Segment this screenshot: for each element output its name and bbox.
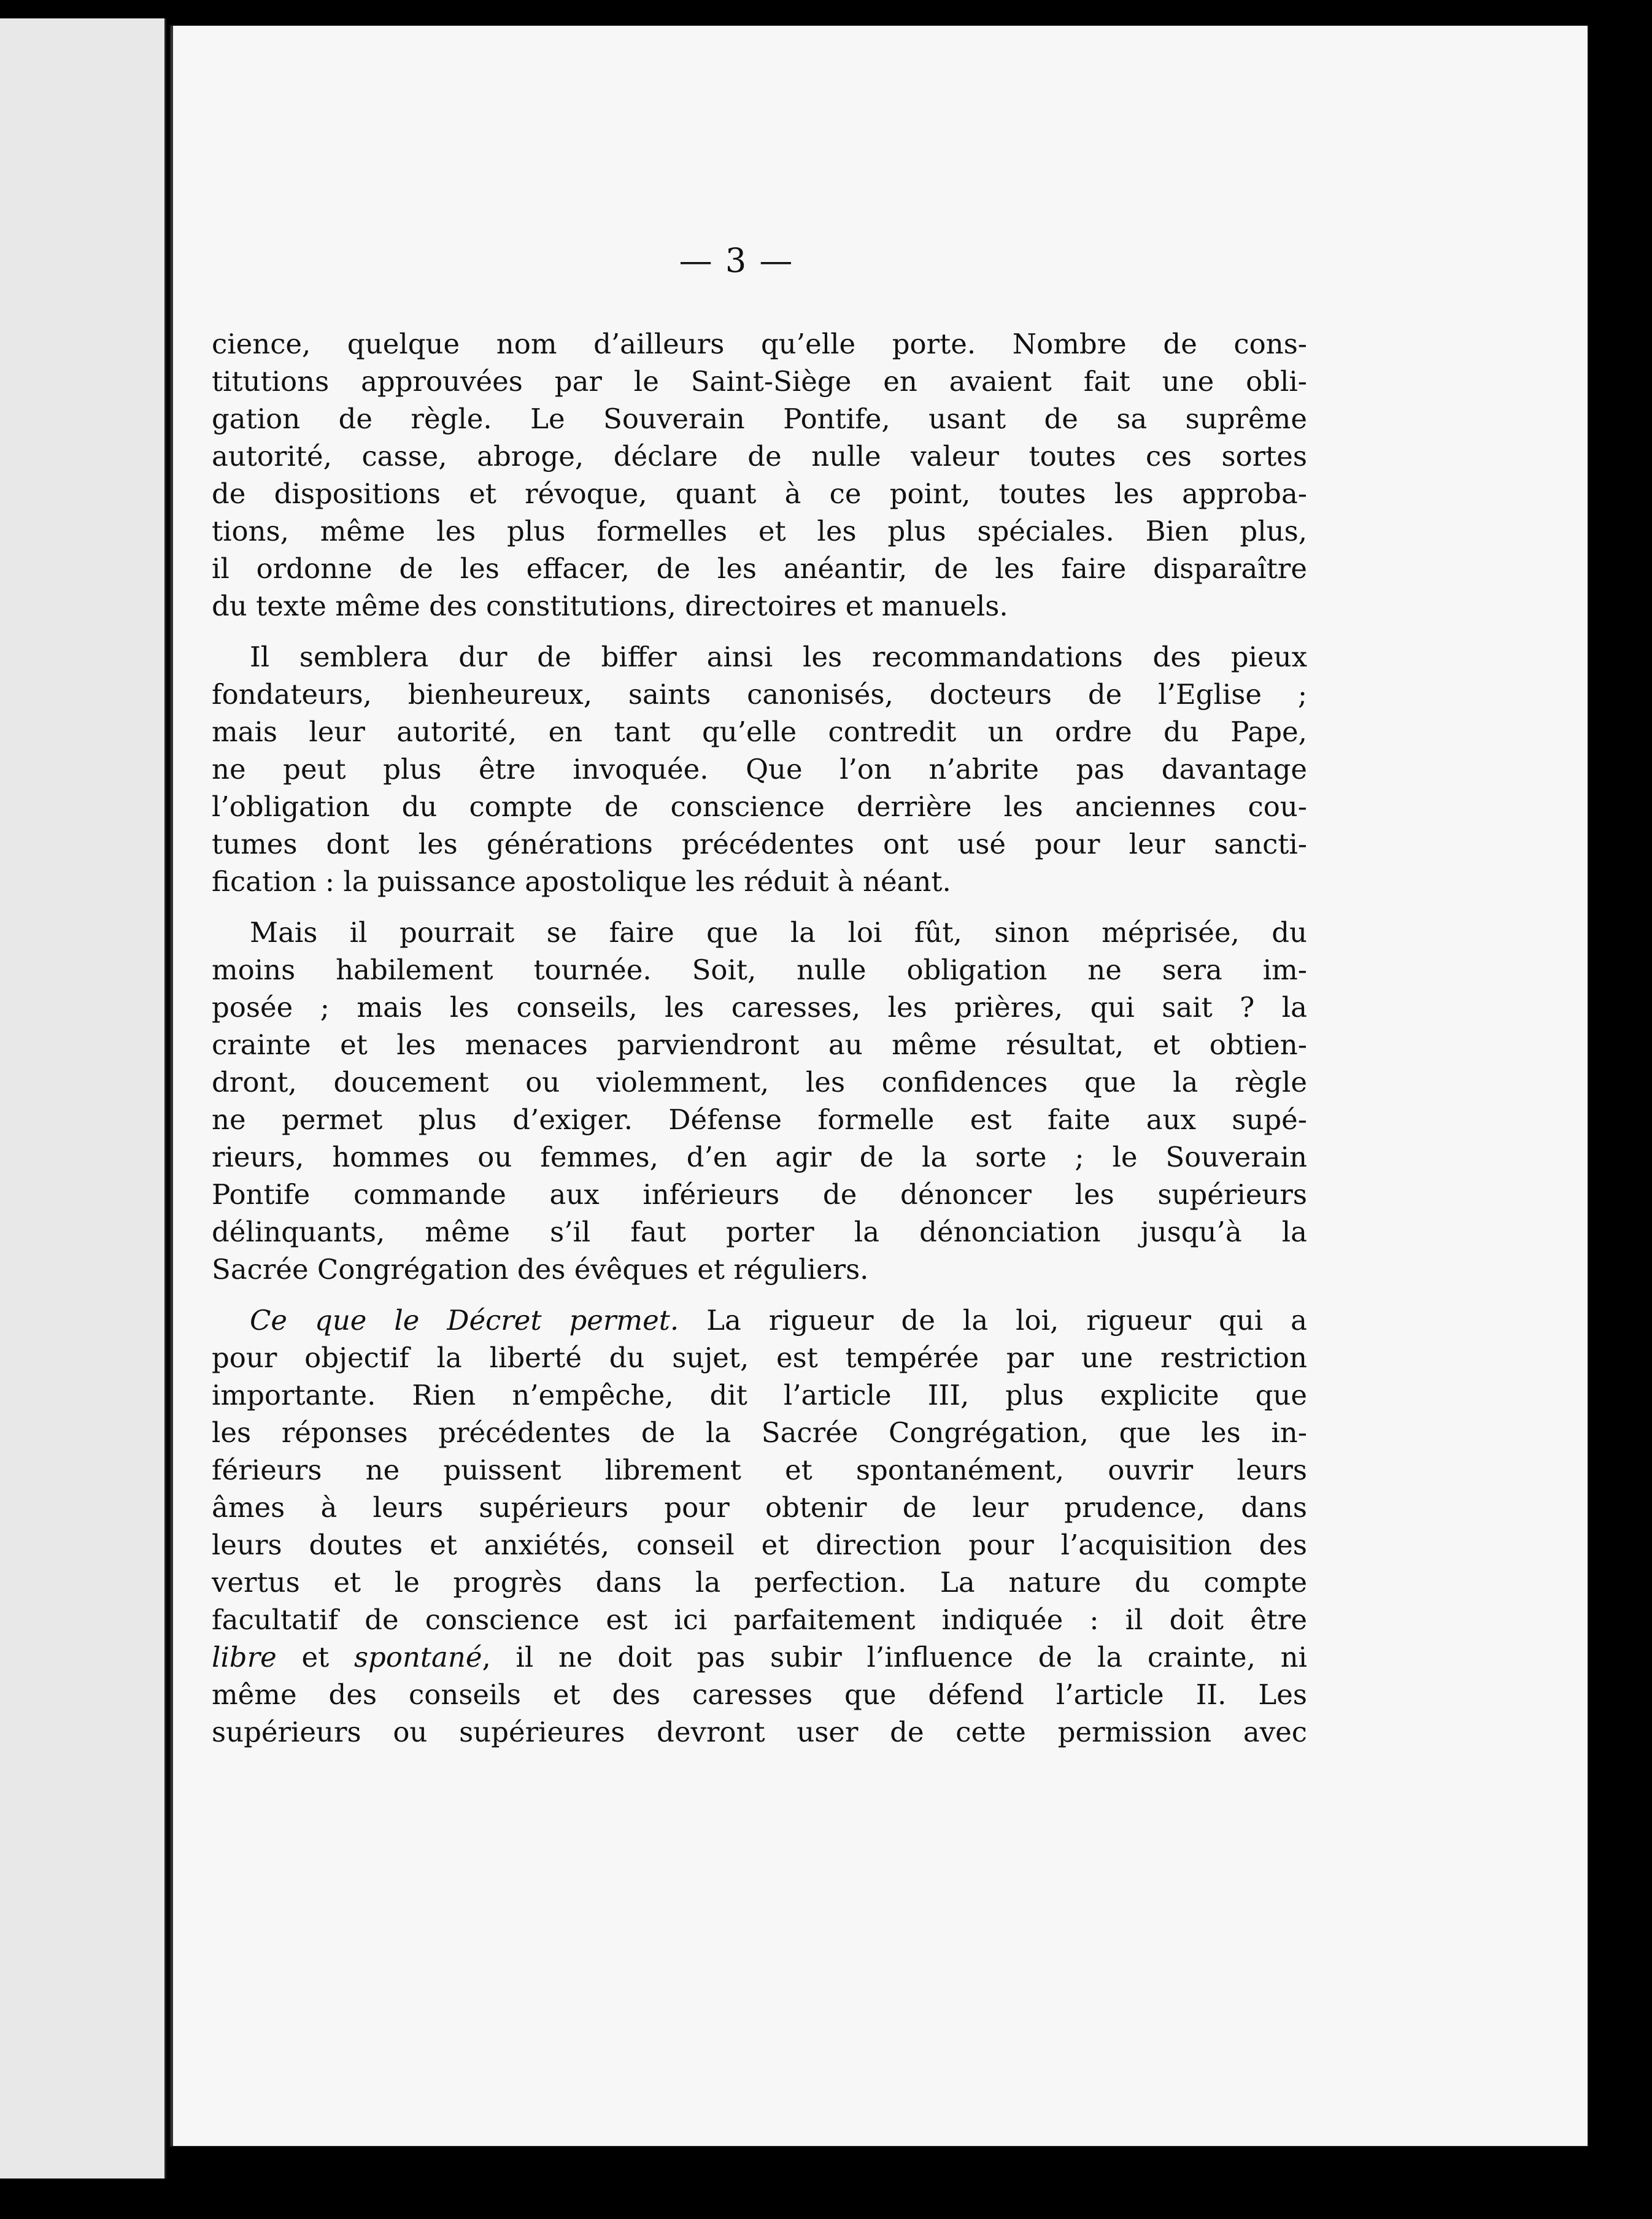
text-line: facultatif de conscience est ici parfaitement indiquée : il doit être <box>212 1603 1307 1636</box>
text-line: Sacrée Congrégation des évêques et réguliers. <box>212 1253 869 1286</box>
text-line: du texte même des constitutions, directoires et manuels. <box>212 590 1008 622</box>
text-line: mais leur autorité, en tant qu’elle contredit un ordre du Pape, <box>212 716 1307 748</box>
text-line: il ordonne de les effacer, de les anéantir, de les faire disparaître <box>212 552 1307 585</box>
text-line: fication : la puissance apostolique les réduit à néant. <box>212 865 951 898</box>
italic-word: spontané <box>353 1641 482 1673</box>
text-line: fondateurs, bienheureux, saints canonisés, docteurs de l’Eglise ; <box>212 678 1307 711</box>
paragraph-2 <box>212 638 1307 900</box>
body-text <box>212 325 1307 1764</box>
text-fragment: La rigueur de la loi, rigueur qui a <box>679 1304 1307 1337</box>
text-fragment: , il ne doit pas subir l’influence de la crainte, ni <box>482 1641 1307 1673</box>
italic-heading: Ce que le Décret permet. <box>250 1304 679 1337</box>
text-line: rieurs, hommes ou femmes, d’en agir de la sorte ; le Souverain <box>212 1141 1307 1173</box>
text-line: Pontife commande aux inférieurs de dénoncer les supérieurs <box>212 1178 1307 1211</box>
text-line: autorité, casse, abroge, déclare de nulle valeur toutes ces sortes <box>212 440 1307 473</box>
text-line: tions, même les plus formelles et les plus spéciales. Bien plus, <box>212 515 1307 547</box>
text-line: ne permet plus d’exiger. Défense formelle est faite aux supé- <box>212 1103 1307 1136</box>
text-line: de dispositions et révoque, quant à ce point, toutes les approba- <box>212 477 1307 510</box>
previous-page-edge <box>0 18 166 2178</box>
text-line: l’obligation du compte de conscience derrière les anciennes cou- <box>212 790 1307 823</box>
text-line: les réponses précédentes de la Sacrée Congrégation, que les in- <box>212 1416 1307 1449</box>
text-line: importante. Rien n’empêche, dit l’article III, plus explicite que <box>212 1379 1307 1411</box>
text-line: supérieurs ou supérieures devront user de cette permission avec <box>212 1716 1307 1748</box>
text-line <box>212 1638 1307 1676</box>
text-line: titutions approuvées par le Saint-Siège en avaient fait une obli- <box>212 365 1307 398</box>
text-line: délinquants, même s’il faut porter la dénonciation jusqu’à la <box>212 1216 1307 1248</box>
text-line: vertus et le progrès dans la perfection. La nature du compte <box>212 1566 1307 1599</box>
text-line <box>212 1302 1307 1339</box>
italic-word: libre <box>212 1641 277 1673</box>
text-line: cience, quelque nom d’ailleurs qu’elle porte. Nombre de cons- <box>212 328 1307 360</box>
text-line: dront, doucement ou violemment, les confidences que la règle <box>212 1066 1307 1098</box>
text-line: crainte et les menaces parviendront au même résultat, et obtien- <box>212 1028 1307 1061</box>
text-line: tumes dont les générations précédentes ont usé pour leur sancti- <box>212 828 1307 860</box>
text-line: pour objectif la liberté du sujet, est tempérée par une restriction <box>212 1341 1307 1374</box>
page-number: — 3 — <box>679 241 794 280</box>
text-line: même des conseils et des caresses que défend l’article II. Les <box>212 1678 1307 1711</box>
text-line: posée ; mais les conseils, les caresses, les prières, qui sait ? la <box>212 991 1307 1024</box>
text-line: Il semblera dur de biffer ainsi les recommandations des pieux <box>250 641 1307 673</box>
text-line: Mais il pourrait se faire que la loi fût, sinon méprisée, du <box>250 916 1307 949</box>
text-line: âmes à leurs supérieurs pour obtenir de leur prudence, dans <box>212 1491 1307 1524</box>
paragraph-1 <box>212 325 1307 625</box>
text-line: gation de règle. Le Souverain Pontife, usant de sa suprême <box>212 403 1307 435</box>
text-fragment: et <box>276 1641 354 1673</box>
text-line: leurs doutes et anxiétés, conseil et direction pour l’acquisition des <box>212 1529 1307 1561</box>
text-line: ne peut plus être invoquée. Que l’on n’abrite pas davantage <box>212 753 1307 785</box>
paragraph-3 <box>212 914 1307 1288</box>
text-line: férieurs ne puissent librement et spontanément, ouvrir leurs <box>212 1454 1307 1486</box>
text-line: moins habilement tournée. Soit, nulle obligation ne sera im- <box>212 954 1307 986</box>
paragraph-4 <box>212 1302 1307 1751</box>
